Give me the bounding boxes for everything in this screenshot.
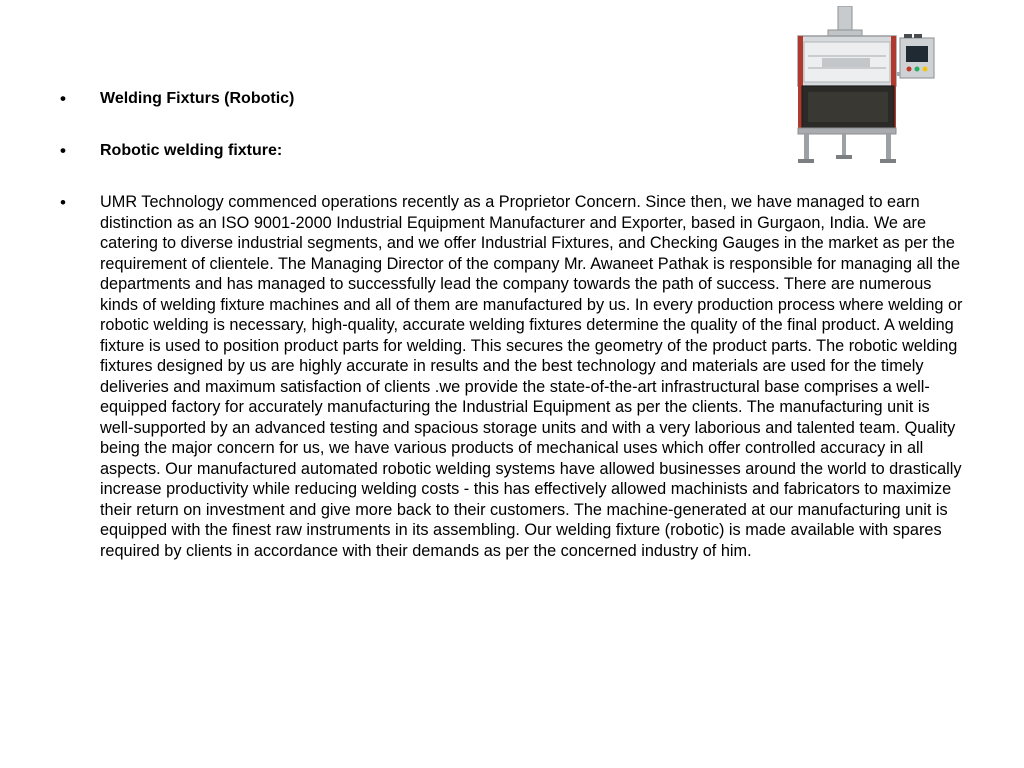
bullet-title: • Welding Fixturs (Robotic) xyxy=(58,88,964,109)
bullet-description: • UMR Technology commenced operations recently as a Proprietor Concern. Since then, we have managed to earn distinction as an ISO 9001-2000 Industrial Equipment Manufacturer and Exporter, based in Gurgaon, India. We are catering to diverse industrial segments, and we offer Industrial Fixtures, and Checking Gauges in the market as per the requirement of clientele. The Managing Director of the company Mr. Awaneet Pathak is responsible for managing all the departments and has managed to successfully lead the company towards the path of success. There are numerous kinds of welding fixture machines and all of them are manufactured by us. In every production process where welding or robotic welding is necessary, high-quality, accurate welding fixtures determine the quality of the final product. A welding fixture is used to position product parts for welding. This secures the geometry of the product parts. The robotic welding fixtures designed by us are highly accurate in results and the best technology and materials are used for the timely deliveries and maximum satisfaction of clients .we provide the state-of-the-art infrastructural base comprises a well-equipped factory for accurately manufacturing the Industrial Equipment as per the clients. The manufacturing unit is well-supported by an advanced testing and spacious storage units and with a very laborious and talented team. Quality being the major concern for us, we have various products of mechanical uses which offer controlled accuracy in all aspects. Our manufactured automated robotic welding systems have allowed businesses around the world to drastically increase productivity while reducing welding costs - this has effectively allowed machinists and fabricators to maximize their return on investment and give more back to their customers. The machine-generated at our manufacturing unit is equipped with the finest raw instruments in its assembling. Our welding fixture (robotic) is made available with spares required by clients in accordance with their demands as per the concerned industry of him. xyxy=(58,192,964,561)
bullet-subtitle: • Robotic welding fixture: xyxy=(58,140,964,161)
welding-fixture-machine-image xyxy=(788,6,936,168)
